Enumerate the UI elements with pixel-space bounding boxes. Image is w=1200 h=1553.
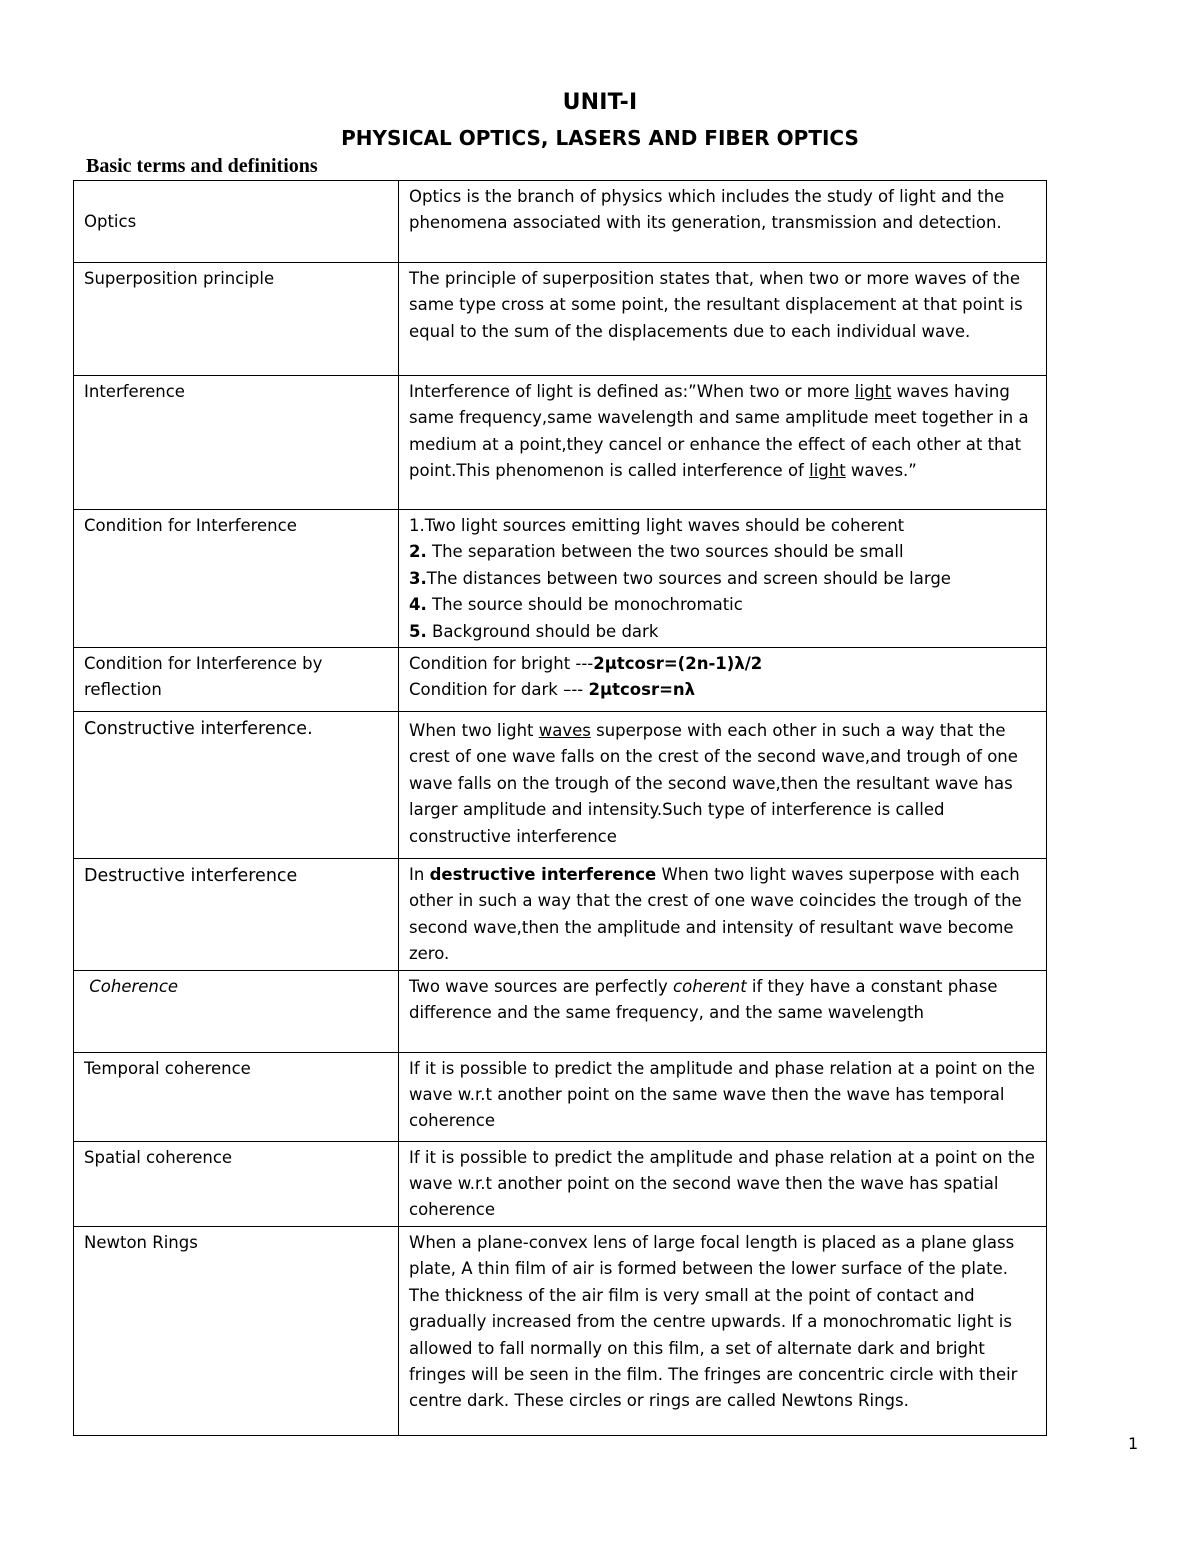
table-row [74,859,1047,971]
definition-cell [399,510,1047,648]
condition-item: 4. The source should be monochromatic [409,595,743,615]
term-cell: Newton Rings [74,1226,399,1435]
condition-item: 3.The distances between two sources and screen should be large [409,568,951,588]
term-cell: Temporal coherence [74,1052,399,1141]
condition-dark: Condition for dark –-- 2µtcosr=nλ [409,680,696,700]
term-cell: Coherence [74,970,399,1052]
page-title: PHYSICAL OPTICS, LASERS AND FIBER OPTICS [341,126,859,150]
definition-cell: In destructive interference When two light waves superpose with each other in such a way that the crest of one wave coincides the trough of the second wave,then the amplitude and intensity of resultant wave become zero. [399,859,1047,971]
definition-cell: If it is possible to predict the amplitude and phase relation at a point on the wave w.r.t another point on the same wave then the wave has temporal coherence [399,1052,1047,1141]
table-row [74,376,1047,510]
table-row [74,970,1047,1052]
section-subtitle: Basic terms and definitions [86,155,318,177]
table-row [74,1141,1047,1226]
definition-cell: When two light waves superpose with each other in such a way that the crest of one wave falls on the crest of the second wave,and trough of one wave falls on the trough of the second wave,then the resultant wave has larger amplitude and intensity.Such type of interference is called constructive interference [399,712,1047,859]
condition-item: 5. Background should be dark [409,621,659,641]
definitions-table [73,180,1047,1436]
page-number: 1 [1128,1434,1139,1453]
definition-cell: If it is possible to predict the amplitude and phase relation at a point on the wave w.r.t another point on the second wave then the wave has spatial coherence [399,1141,1047,1226]
term-cell: Optics [74,181,399,263]
table-row [74,181,1047,263]
definition-cell: Optics is the branch of physics which includes the study of light and the phenomena associated with its generation, transmission and detection. [399,181,1047,263]
condition-bright: Condition for bright ---2µtcosr=(2n-1)λ/2 [409,654,763,674]
term-cell: Condition for Interference by reflection [74,648,399,712]
table-row [74,510,1047,648]
table-row [74,1052,1047,1141]
definition-cell [399,648,1047,712]
table-row [74,648,1047,712]
term-cell: Spatial coherence [74,1141,399,1226]
table-row [74,1226,1047,1435]
term-cell: Condition for Interference [74,510,399,648]
term-cell: Destructive interference [74,859,399,971]
term-cell: Interference [74,376,399,510]
definition-cell: Interference of light is defined as:”When two or more light waves having same frequency,same wavelength and same amplitude meet together in a medium at a point,they cancel or enhance the effect of each other at that point.This phenomenon is called interference of light waves.” [399,376,1047,510]
table-row [74,712,1047,859]
term-cell: Constructive interference. [74,712,399,859]
unit-heading: UNIT-I [562,90,638,115]
condition-item: 2. The separation between the two sources should be small [409,542,904,562]
definition-cell: Two wave sources are perfectly coherent if they have a constant phase difference and the same frequency, and the same wavelength [399,970,1047,1052]
definition-cell: When a plane-convex lens of large focal length is placed as a plane glass plate, A thin film of air is formed between the lower surface of the plate. The thickness of the air film is very small at the point of contact and gradually increased from the centre upwards. If a monochromatic light is allowed to fall normally on this film, a set of alternate dark and bright fringes will be seen in the film. The fringes are concentric circle with their centre dark. These circles or rings are called Newtons Rings. [399,1226,1047,1435]
term-cell: Superposition principle [74,263,399,376]
condition-item: 1.Two light sources emitting light waves should be coherent [409,516,905,535]
definition-cell: The principle of superposition states that, when two or more waves of the same type cross at some point, the resultant displacement at that point is equal to the sum of the displacements due to each individual wave. [399,263,1047,376]
table-row [74,263,1047,376]
